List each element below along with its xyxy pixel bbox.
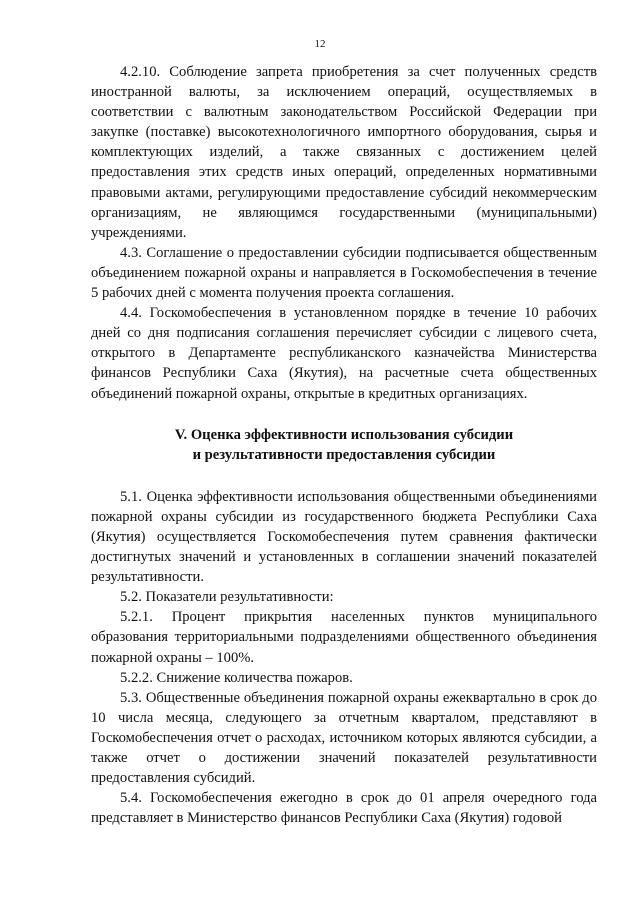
section-heading bbox=[91, 425, 597, 465]
page-number: 12 bbox=[314, 38, 326, 50]
paragraph-4-4: 4.4. Госкомобеспечения в установленном порядке в течение 10 рабочих дней со дня подписания соглашения перечисляет субсидии с лицевого счета, открытого в Департаменте республиканского казначейства Министерства финансов Республики Саха (Якутия), на расчетные счета общественных объединений пожарной охраны, открытые в кредитных организациях. bbox=[91, 305, 597, 402]
paragraph-5-2: 5.2. Показатели результативности: bbox=[120, 589, 334, 606]
document-body bbox=[91, 62, 597, 828]
section-heading-line-1: V. Оценка эффективности использования субсидии bbox=[174, 426, 514, 443]
section-heading-line-2: и результативности предоставления субсидии bbox=[192, 446, 496, 463]
paragraph-4-3: 4.3. Соглашение о предоставлении субсидии подписывается общественным объединением пожарной охраны и направляется в Госкомобеспечения в течение 5 рабочих дней с момента получения проекта соглашения. bbox=[91, 244, 597, 302]
paragraph-5-2-2: 5.2.2. Снижение количества пожаров. bbox=[120, 669, 353, 686]
paragraph-5-2-1: 5.2.1. Процент прикрытия населенных пунктов муниципального образования территориальными подразделениями общественного объединения пожарной охраны – 100%. bbox=[91, 609, 597, 666]
paragraph-5-3: 5.3. Общественные объединения пожарной охраны ежеквартально в срок до 10 числа месяца, следующего за отчетным кварталом, представляют в Госкомобеспечения отчет о расходах, источником которых являются субсидии, а также отчет о достижении значений показателей результативности предоставления субсидий. bbox=[91, 689, 597, 787]
paragraph-4-2-10: 4.2.10. Соблюдение запрета приобретения за счет полученных средств иностранной валюты, за исключением операций, осуществляемых в соответствии с валютным законодательством Российской Федерации при закупке (поставке) высокотехнологичного импортного оборудования, сырья и комплектующих изделий, а также связанных с достижением целей предоставления этих средств иных операций, определенных нормативными правовыми актами, регулирующими предоставление субсидий некоммерческим организациям, не являющимся государственными (муниципальными) учреждениями. bbox=[91, 64, 597, 241]
paragraph-5-4: 5.4. Госкомобеспечения ежегодно в срок до 01 апреля очередного года представляет в Министерство финансов Республики Саха (Якутия) годовой bbox=[91, 790, 597, 827]
paragraph-5-1: 5.1. Оценка эффективности использования общественными объединениями пожарной охраны субсидии из государственного бюджета Республики Саха (Якутия) осуществляется Госкомобеспечения путем сравнения фактически достигнутых значений и установленных в соглашении значений показателей результативности. bbox=[91, 488, 597, 586]
